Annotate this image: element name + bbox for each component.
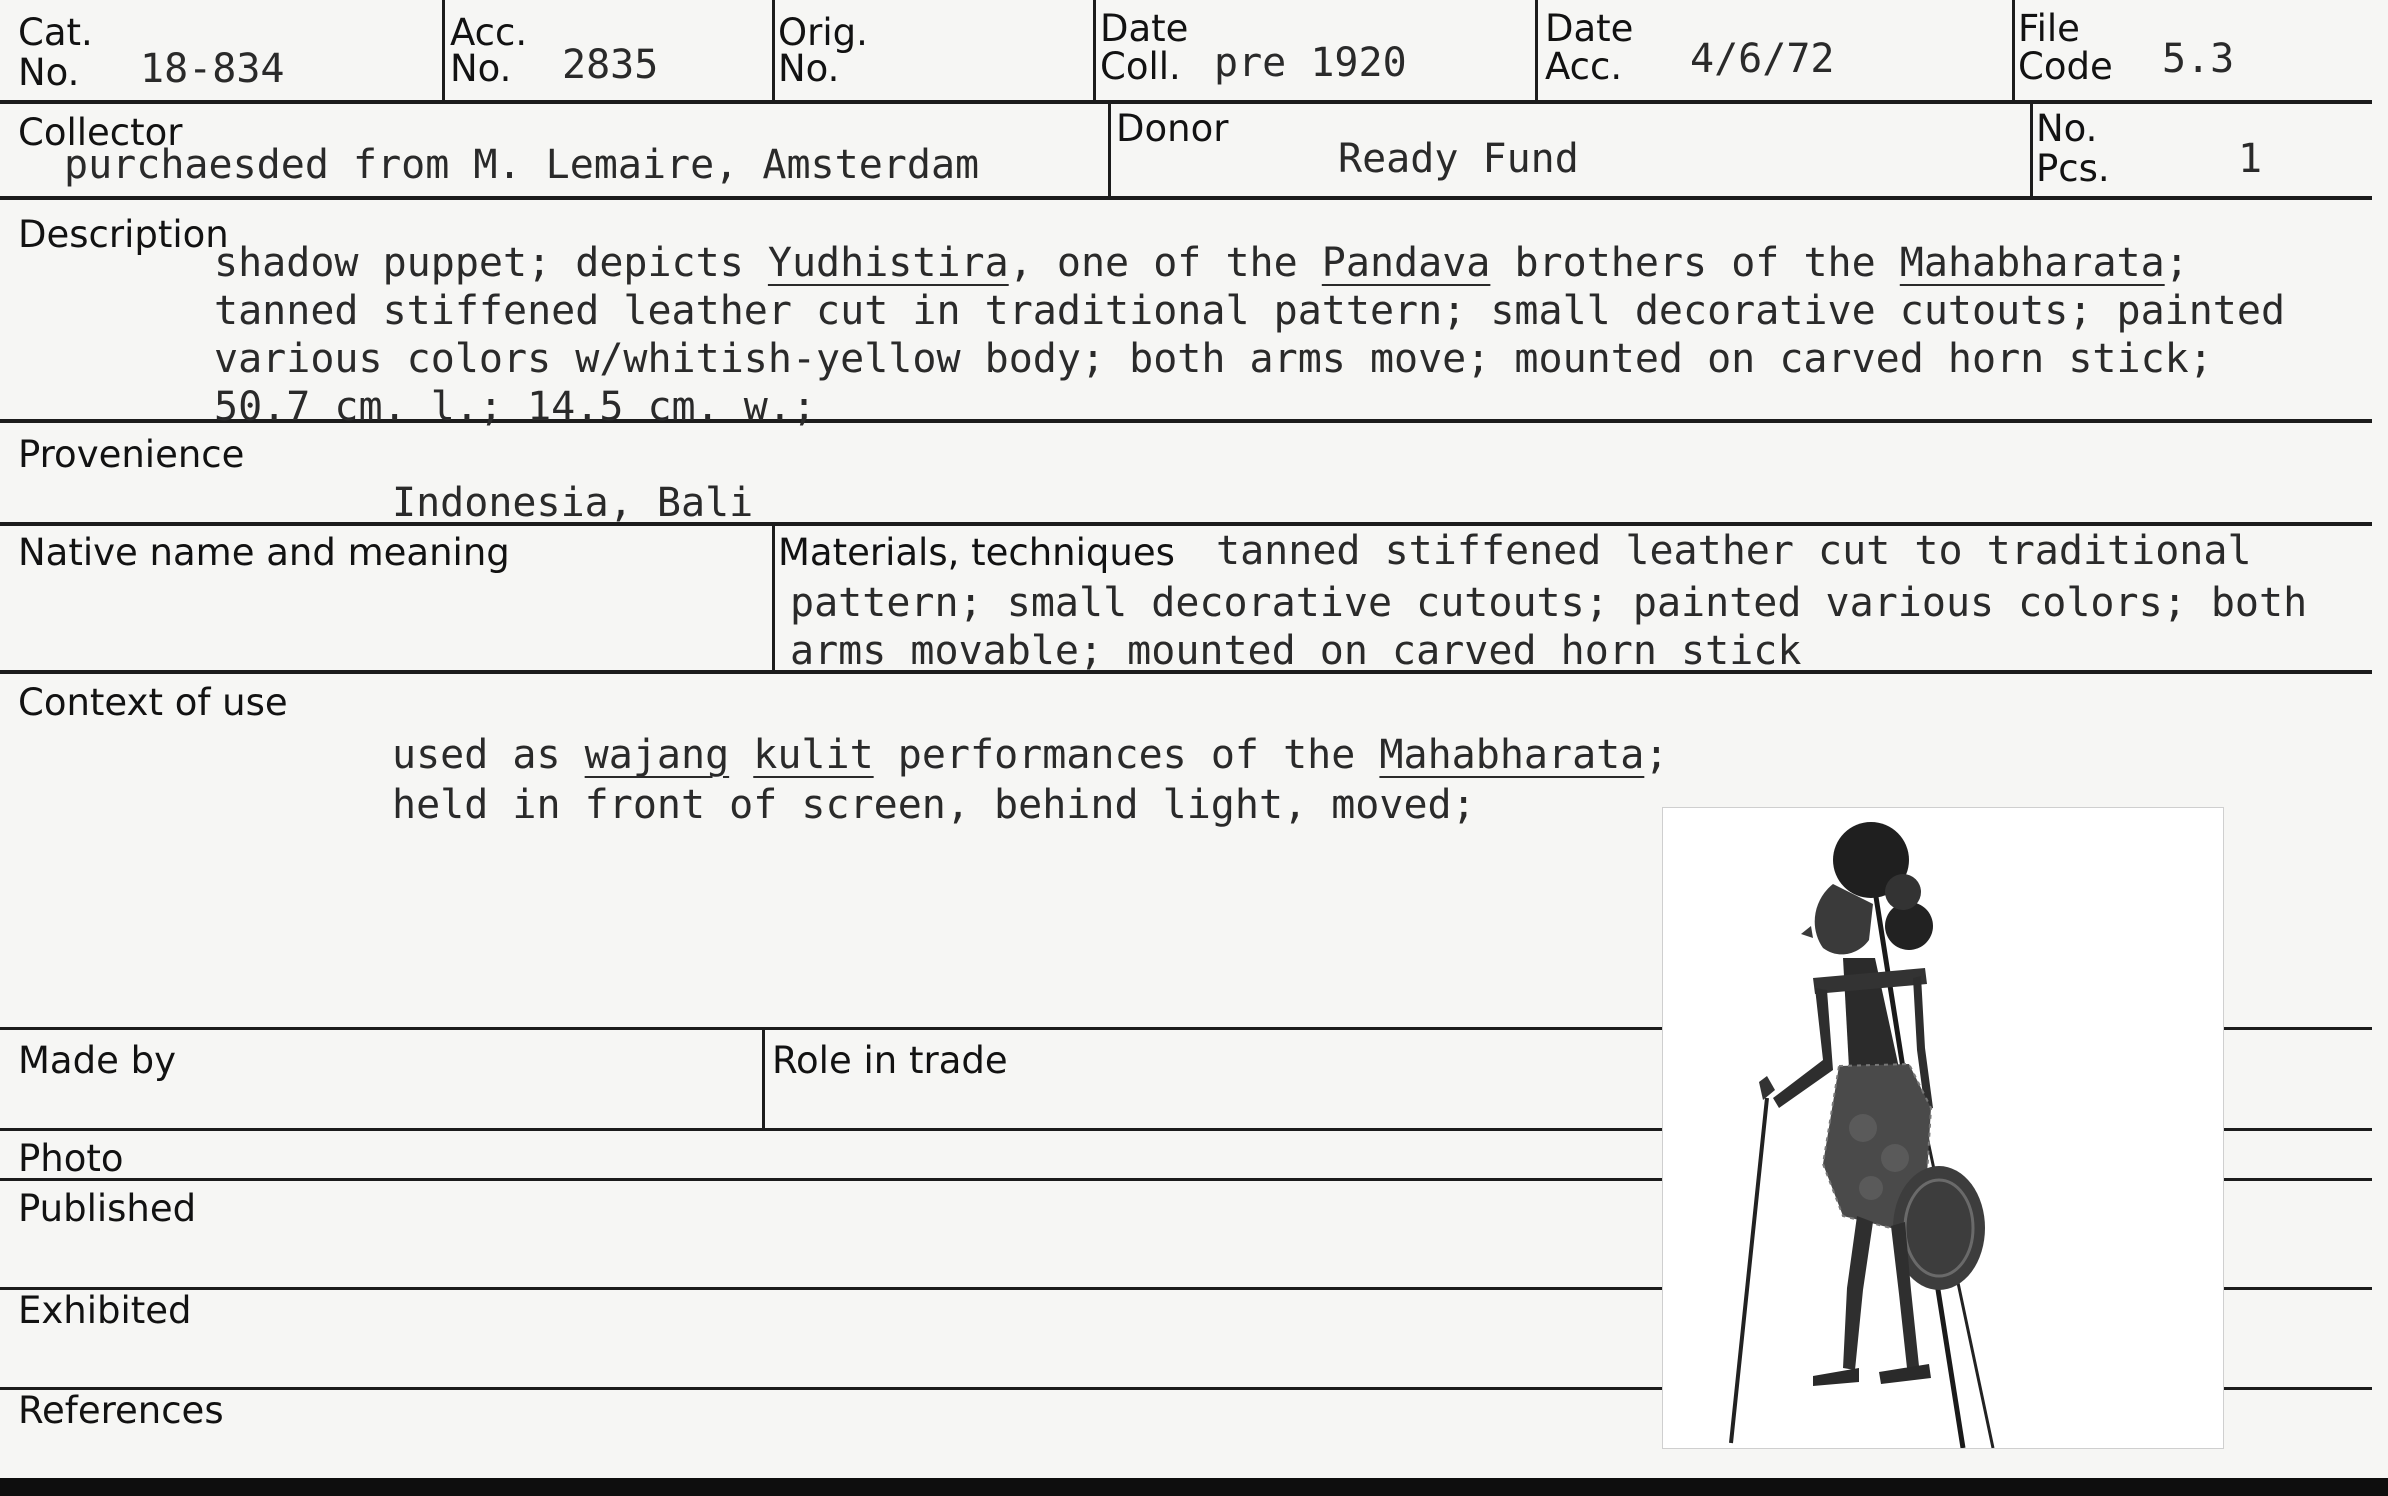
rule-published-left bbox=[0, 1287, 1662, 1290]
references-label: References bbox=[18, 1389, 224, 1432]
made-by-label: Made by bbox=[18, 1039, 176, 1082]
rule-context-right bbox=[2222, 1027, 2372, 1030]
context-line-2: held in front of screen, behind light, moved; bbox=[392, 782, 1476, 828]
date-coll-label-1: Date bbox=[1100, 7, 1189, 50]
cat-label-2: No. bbox=[18, 51, 80, 94]
description-text-4: ; bbox=[2164, 240, 2189, 286]
materials-label: Materials, techniques bbox=[778, 531, 1175, 574]
cat-number: 18-834 bbox=[140, 46, 285, 92]
vrule-orig bbox=[1093, 0, 1096, 102]
cat-label-1: Cat. bbox=[18, 11, 93, 54]
shadow-puppet-image bbox=[1663, 808, 2223, 1448]
file-code-value: 5.3 bbox=[2162, 36, 2235, 82]
materials-line-1: tanned stiffened leather cut to traditional bbox=[1216, 528, 2252, 574]
collector-label: Collector bbox=[18, 111, 183, 154]
exhibited-label: Exhibited bbox=[18, 1289, 192, 1332]
description-text-1: shadow puppet; depicts bbox=[214, 240, 768, 286]
rule-bottom bbox=[0, 1478, 2388, 1496]
native-name-label: Native name and meaning bbox=[18, 531, 510, 574]
description-text-3: brothers of the bbox=[1490, 240, 1900, 286]
rule-published-right bbox=[2222, 1287, 2372, 1290]
puppet-photo bbox=[1662, 807, 2224, 1449]
published-label: Published bbox=[18, 1187, 197, 1230]
vrule-date-coll bbox=[1535, 0, 1538, 102]
provenience-value: Indonesia, Bali bbox=[392, 480, 754, 526]
description-name-pandava: Pandava bbox=[1321, 240, 1491, 286]
rule-top-row bbox=[0, 100, 2372, 104]
photo-label: Photo bbox=[18, 1137, 124, 1180]
rule-context-left bbox=[0, 1027, 1662, 1030]
materials-line-2: pattern; small decorative cutouts; painted various colors; both bbox=[790, 580, 2308, 626]
vrule-donor bbox=[2030, 100, 2033, 198]
file-code-label-2: Code bbox=[2018, 45, 2113, 88]
vrule-collector bbox=[1108, 100, 1111, 198]
vrule-acc bbox=[772, 0, 775, 102]
role-in-trade-label: Role in trade bbox=[772, 1039, 1008, 1082]
context-text-3: ; bbox=[1644, 732, 1669, 778]
description-name-mahabharata: Mahabharata bbox=[1899, 240, 2165, 286]
rule-made-by-right bbox=[2222, 1128, 2372, 1131]
context-term-wajang: wajang bbox=[584, 732, 730, 778]
provenience-label: Provenience bbox=[18, 433, 245, 476]
description-line-2: tanned stiffened leather cut in traditional pattern; small decorative cutouts; painted bbox=[214, 288, 2286, 334]
vrule-native-name bbox=[772, 524, 775, 672]
materials-line-3: arms movable; mounted on carved horn stick bbox=[790, 628, 1802, 674]
no-pcs-label-1: No. bbox=[2036, 107, 2098, 150]
donor-value: Ready Fund bbox=[1338, 136, 1579, 182]
context-name-mahabharata: Mahabharata bbox=[1379, 732, 1645, 778]
date-coll-label-2: Coll. bbox=[1100, 45, 1181, 88]
description-label: Description bbox=[18, 213, 229, 256]
collector-value: purchaesded from M. Lemaire, Amsterdam bbox=[64, 142, 980, 188]
context-text-2: performances of the bbox=[873, 732, 1380, 778]
context-text-1: used as bbox=[392, 732, 585, 778]
context-term-kulit: kulit bbox=[753, 732, 874, 778]
vrule-cat bbox=[442, 0, 445, 102]
acc-label-2: No. bbox=[450, 47, 512, 90]
acc-label-1: Acc. bbox=[450, 11, 528, 54]
rule-photo-left bbox=[0, 1178, 1662, 1181]
rule-made-by-left bbox=[0, 1128, 1662, 1131]
context-label: Context of use bbox=[18, 681, 288, 724]
context-space bbox=[729, 732, 753, 778]
no-pcs-value: 1 bbox=[2238, 136, 2263, 182]
context-line-1 bbox=[392, 730, 1668, 780]
rule-collector-row bbox=[0, 196, 2372, 200]
date-acc-label-1: Date bbox=[1545, 7, 1634, 50]
orig-label-1: Orig. bbox=[778, 11, 868, 54]
file-code-label-1: File bbox=[2018, 7, 2080, 50]
vrule-made-by bbox=[762, 1028, 765, 1130]
date-acc-label-2: Acc. bbox=[1545, 45, 1623, 88]
rule-photo-right bbox=[2222, 1178, 2372, 1181]
rule-exhibited-right bbox=[2222, 1387, 2372, 1390]
description-name-yudhistira: Yudhistira bbox=[767, 240, 1009, 286]
acc-number: 2835 bbox=[562, 42, 659, 88]
description-line-1 bbox=[214, 238, 2189, 288]
vrule-date-acc bbox=[2012, 0, 2015, 102]
description-text-2: , one of the bbox=[1008, 240, 1322, 286]
description-line-3: various colors w/whitish-yellow body; both arms move; mounted on carved horn stick; bbox=[214, 336, 2213, 382]
rule-exhibited-left bbox=[0, 1387, 1662, 1390]
date-acc-value: 4/6/72 bbox=[1690, 36, 1835, 82]
no-pcs-label-2: Pcs. bbox=[2036, 147, 2110, 190]
donor-label: Donor bbox=[1116, 107, 1229, 150]
date-coll-value: pre 1920 bbox=[1214, 40, 1407, 86]
orig-label-2: No. bbox=[778, 47, 840, 90]
description-line-4: 50.7 cm. l.; 14.5 cm. w.; bbox=[214, 384, 817, 430]
